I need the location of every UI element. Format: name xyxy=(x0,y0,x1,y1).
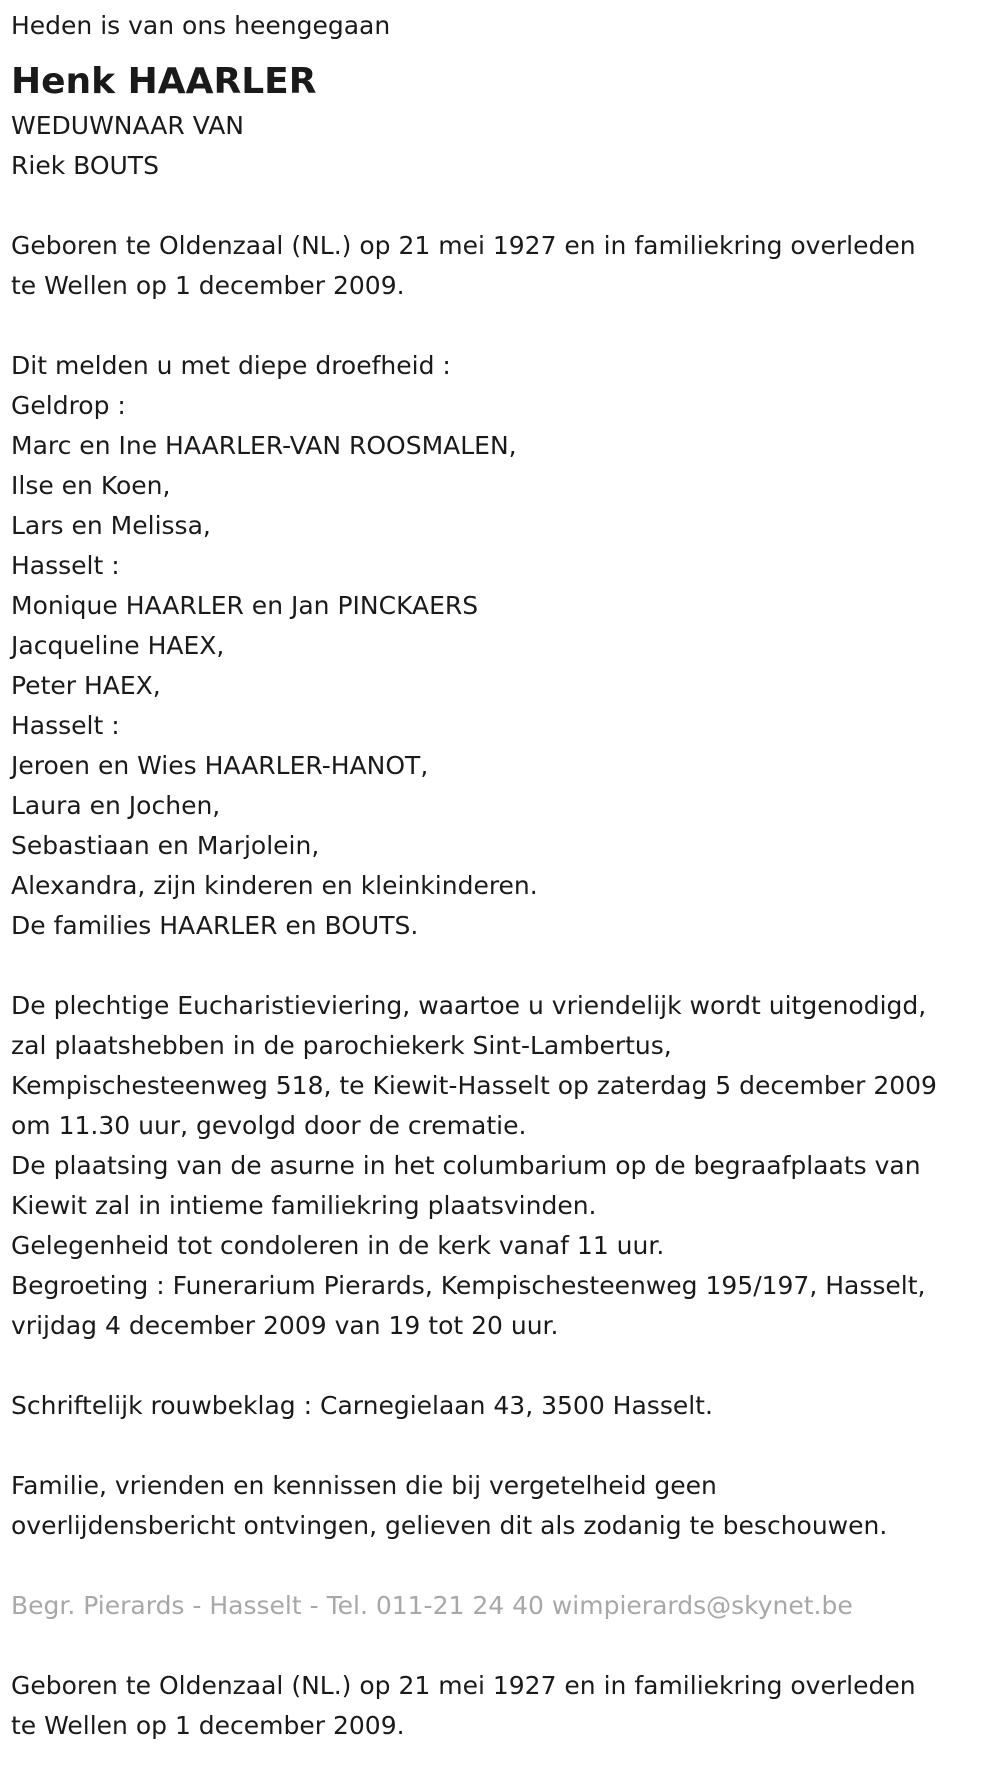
spacer xyxy=(11,186,975,226)
text-line: Kempischesteenweg 518, te Kiewit-Hasselt op zaterdag 5 december 2009 xyxy=(11,1071,937,1100)
notice-paragraph xyxy=(11,1466,975,1546)
spacer xyxy=(11,1546,975,1586)
mourner-line: Jacqueline HAEX, xyxy=(11,631,225,660)
marital-status: WEDUWNAAR VAN xyxy=(11,111,245,140)
spacer xyxy=(11,1346,975,1386)
text-line: zal plaatshebben in de parochiekerk Sint-Lambertus, xyxy=(11,1031,672,1060)
place-heading: Geldrop : xyxy=(11,391,126,420)
mourners-intro: Dit melden u met diepe droefheid : xyxy=(11,351,451,380)
spacer xyxy=(11,1426,975,1466)
mourner-line: Laura en Jochen, xyxy=(11,791,221,820)
mourner-line: Peter HAEX, xyxy=(11,671,161,700)
text-line: te Wellen op 1 december 2009. xyxy=(11,271,405,300)
mourner-line: Sebastiaan en Marjolein, xyxy=(11,831,320,860)
text-line: Kiewit zal in intieme familiekring plaatsvinden. xyxy=(11,1191,597,1220)
spacer xyxy=(11,1626,975,1666)
text-line: Begroeting : Funerarium Pierards, Kempischesteenweg 195/197, Hasselt, xyxy=(11,1271,926,1300)
mourner-line: Monique HAARLER en Jan PINCKAERS xyxy=(11,591,479,620)
mourner-line: Lars en Melissa, xyxy=(11,511,211,540)
mourner-line: Ilse en Koen, xyxy=(11,471,171,500)
spacer xyxy=(11,46,975,58)
text-line: Geboren te Oldenzaal (NL.) op 21 mei 1927 en in familiekring overleden xyxy=(11,231,916,260)
deceased-name: Henk HAARLER xyxy=(11,61,317,102)
text-line: te Wellen op 1 december 2009. xyxy=(11,1711,405,1740)
mourners-list xyxy=(11,346,975,946)
condolence-address: Schriftelijk rouwbeklag : Carnegielaan 43, 3500 Hasselt. xyxy=(11,1391,713,1420)
text-line: overlijdensbericht ontvingen, gelieven dit als zodanig te beschouwen. xyxy=(11,1511,888,1540)
text-line: vrijdag 4 december 2009 van 19 tot 20 uur. xyxy=(11,1311,559,1340)
place-heading: Hasselt : xyxy=(11,551,120,580)
mourner-line: De families HAARLER en BOUTS. xyxy=(11,911,419,940)
intro-text: Heden is van ons heengegaan xyxy=(11,11,391,40)
text-line: Gelegenheid tot condoleren in de kerk vanaf 11 uur. xyxy=(11,1231,665,1260)
ceremony-paragraph xyxy=(11,986,975,1346)
mourner-line: Jeroen en Wies HAARLER-HANOT, xyxy=(11,751,429,780)
funeral-home-contact: Begr. Pierards - Hasselt - Tel. 011-21 24 40 wimpierards@skynet.be xyxy=(11,1591,853,1620)
spouse-name: Riek BOUTS xyxy=(11,151,159,180)
place-heading: Hasselt : xyxy=(11,711,120,740)
text-line: Familie, vrienden en kennissen die bij vergetelheid geen xyxy=(11,1471,717,1500)
spacer xyxy=(11,306,975,346)
text-line: Geboren te Oldenzaal (NL.) op 21 mei 1927 en in familiekring overleden xyxy=(11,1671,916,1700)
birth-death-paragraph xyxy=(11,226,975,306)
text-line: om 11.30 uur, gevolgd door de crematie. xyxy=(11,1111,527,1140)
birth-death-repeat-paragraph xyxy=(11,1666,975,1746)
text-line: De plechtige Eucharistieviering, waartoe u vriendelijk wordt uitgenodigd, xyxy=(11,991,927,1020)
mourner-line: Alexandra, zijn kinderen en kleinkinderen. xyxy=(11,871,538,900)
text-line: De plaatsing van de asurne in het columbarium op de begraafplaats van xyxy=(11,1151,921,1180)
mourner-line: Marc en Ine HAARLER-VAN ROOSMALEN, xyxy=(11,431,517,460)
spacer xyxy=(11,946,975,986)
